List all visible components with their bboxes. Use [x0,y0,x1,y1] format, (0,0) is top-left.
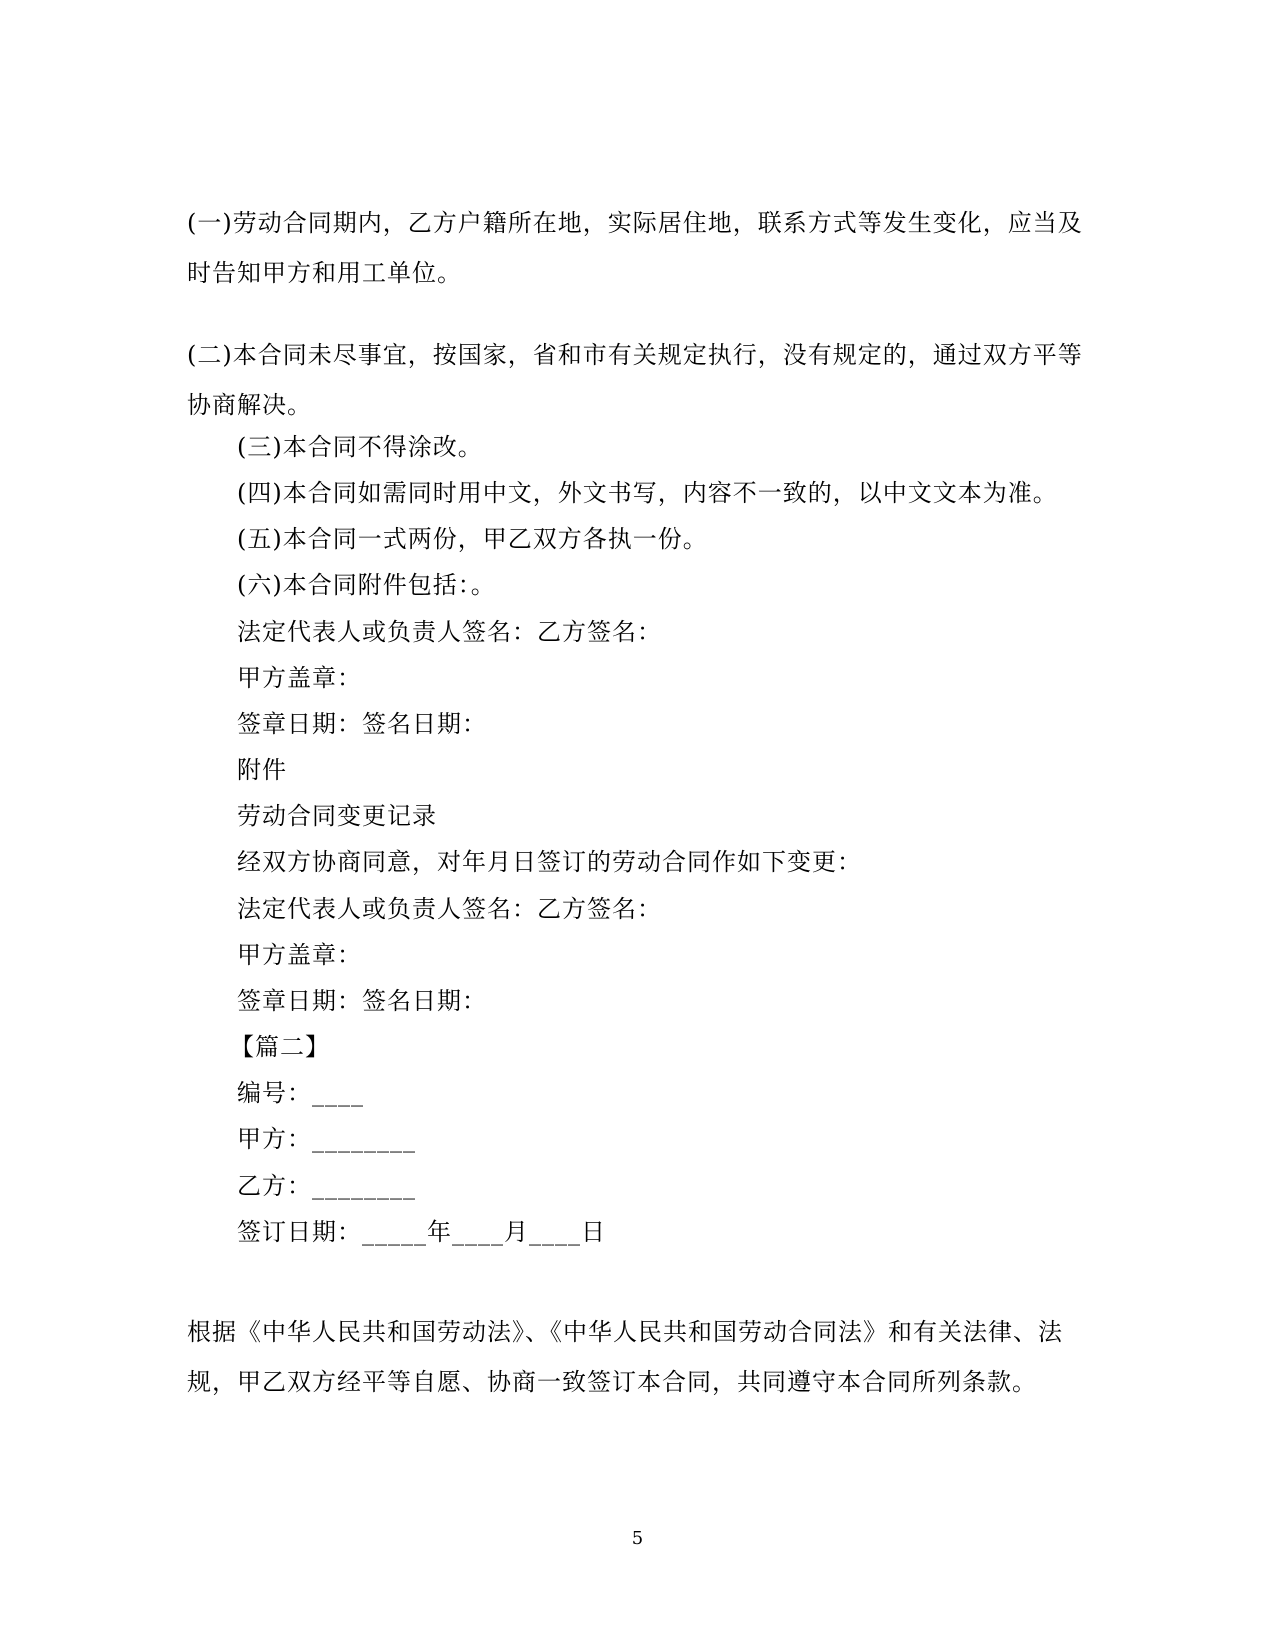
paragraph-preamble: 根据《中华人民共和国劳动法》、《中华人民共和国劳动合同法》和有关法律、法规，甲乙双方经平等自愿、协商一致签订本合同，共同遵守本合同所列条款。 [187,1318,1063,1396]
clause-5: (五)本合同一式两份，甲乙双方各执一份。 [237,525,708,553]
clause-4: (四)本合同如需同时用中文，外文书写，内容不一致的，以中文文本为准。 [237,479,1058,507]
seal-line: 甲方盖章： [237,664,362,692]
paragraph-clause-1: (一)劳动合同期内，乙方户籍所在地，实际居住地，联系方式等发生变化，应当及时告知甲方和用工单位。 [187,209,1083,287]
number-field: 编号：____ [237,1079,364,1107]
party-a-field: 甲方：________ [237,1125,416,1153]
page-number: 5 [631,1528,644,1549]
party-b-field: 乙方：________ [237,1172,416,1200]
change-record-text: 经双方协商同意，对年月日签订的劳动合同作如下变更： [237,848,862,876]
paragraph-clause-2: (二)本合同未尽事宜，按国家，省和市有关规定执行，没有规定的，通过双方平等协商解决。 [187,341,1083,419]
clause-6: (六)本合同附件包括：。 [237,571,496,599]
signature-line-2: 法定代表人或负责人签名：乙方签名： [237,895,662,923]
date-line-2: 签章日期：签名日期： [237,987,487,1015]
signature-line: 法定代表人或负责人签名：乙方签名： [237,618,662,646]
date-line: 签章日期：签名日期： [237,710,487,738]
change-record-heading: 劳动合同变更记录 [237,802,437,830]
seal-line-2: 甲方盖章： [237,941,362,969]
attachment-heading: 附件 [237,756,287,784]
section-heading: 【篇二】 [230,1033,330,1061]
clause-3: (三)本合同不得涂改。 [237,433,483,461]
signing-date-field: 签订日期：_____年____月____日 [237,1218,606,1246]
